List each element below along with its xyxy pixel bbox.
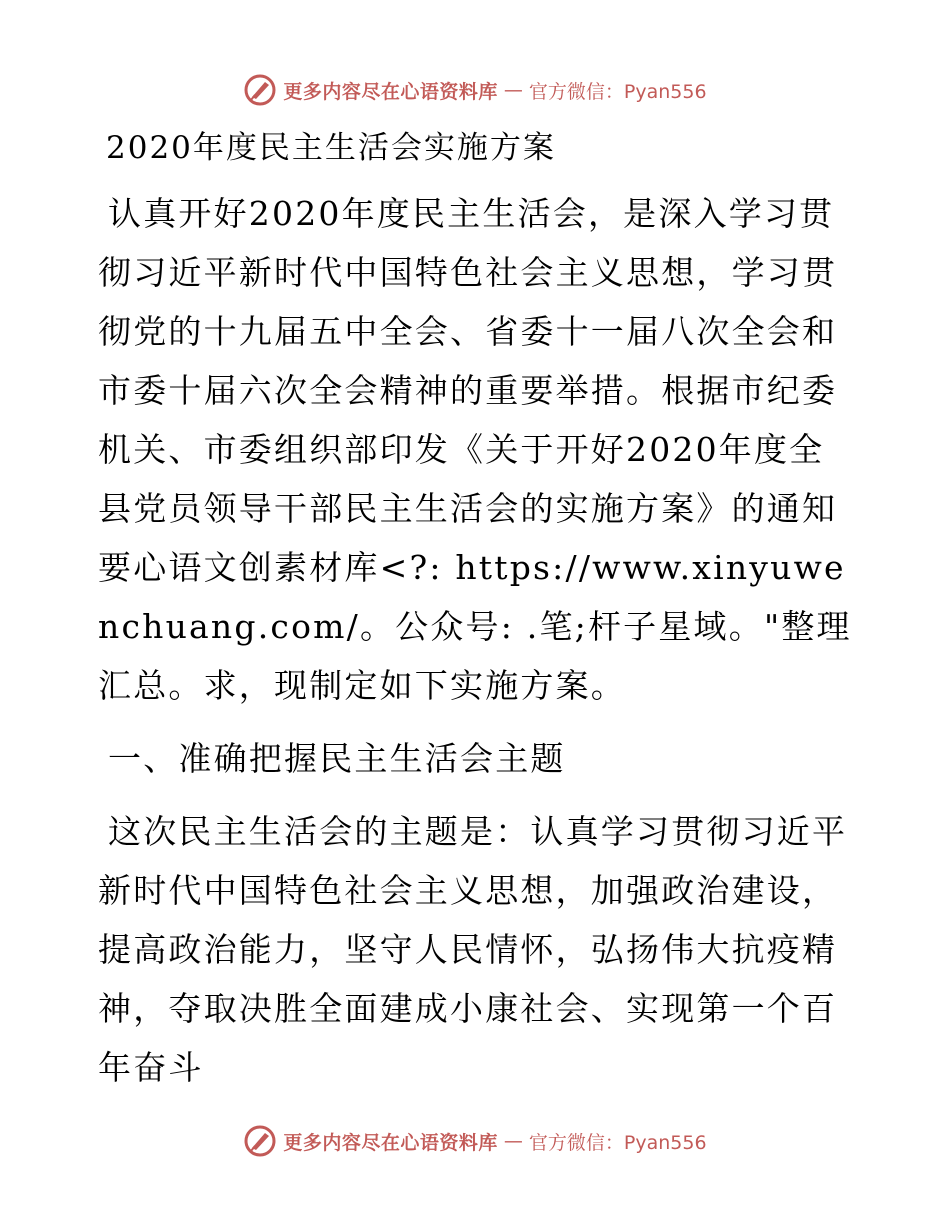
paragraph-intro: 认真开好2020年度民主生活会，是深入学习贯彻习近平新时代中国特色社会主义思想，学习贯彻党的十九届五中全会、省委十一届八次全会和市委十届六次全会精神的重要举措。根据市纪委机关、市委组织部印发《关于开好2020年度全县党员领导干部民主生活会的实施方案》的通知要心语文创素材库<?: https://www.xinyuwenchuang.com/。公众号: .笔;杆子星域。"整理汇总。求，现制定如下实施方案。 (98, 194, 852, 705)
document-body (98, 120, 858, 1111)
footer-watermark (0, 1121, 950, 1161)
watermark-main-text: 更多内容尽在心语资料库 (283, 1131, 498, 1154)
section-heading-1: 一、准确把握民主生活会主题 (108, 739, 566, 778)
header-watermark (0, 70, 950, 110)
feather-pen-seal-icon (243, 73, 277, 107)
watermark-wechat: 官方微信：Pyan556 (528, 1131, 707, 1154)
feather-pen-seal-icon (243, 1124, 277, 1158)
watermark-separator: — (503, 1130, 523, 1152)
document-title: 2020年度民主生活会实施方案 (106, 130, 556, 166)
watermark-wechat: 官方微信：Pyan556 (528, 80, 707, 103)
paragraph-theme: 这次民主生活会的主题是：认真学习贯彻习近平新时代中国特色社会主义思想，加强政治建设，提高政治能力，坚守人民情怀，弘扬伟大抗疫精神，夺取决胜全面建成小康社会、实现第一个百年奋斗 (98, 812, 848, 1087)
watermark-separator: — (503, 79, 523, 101)
watermark-main-text: 更多内容尽在心语资料库 (283, 80, 498, 103)
